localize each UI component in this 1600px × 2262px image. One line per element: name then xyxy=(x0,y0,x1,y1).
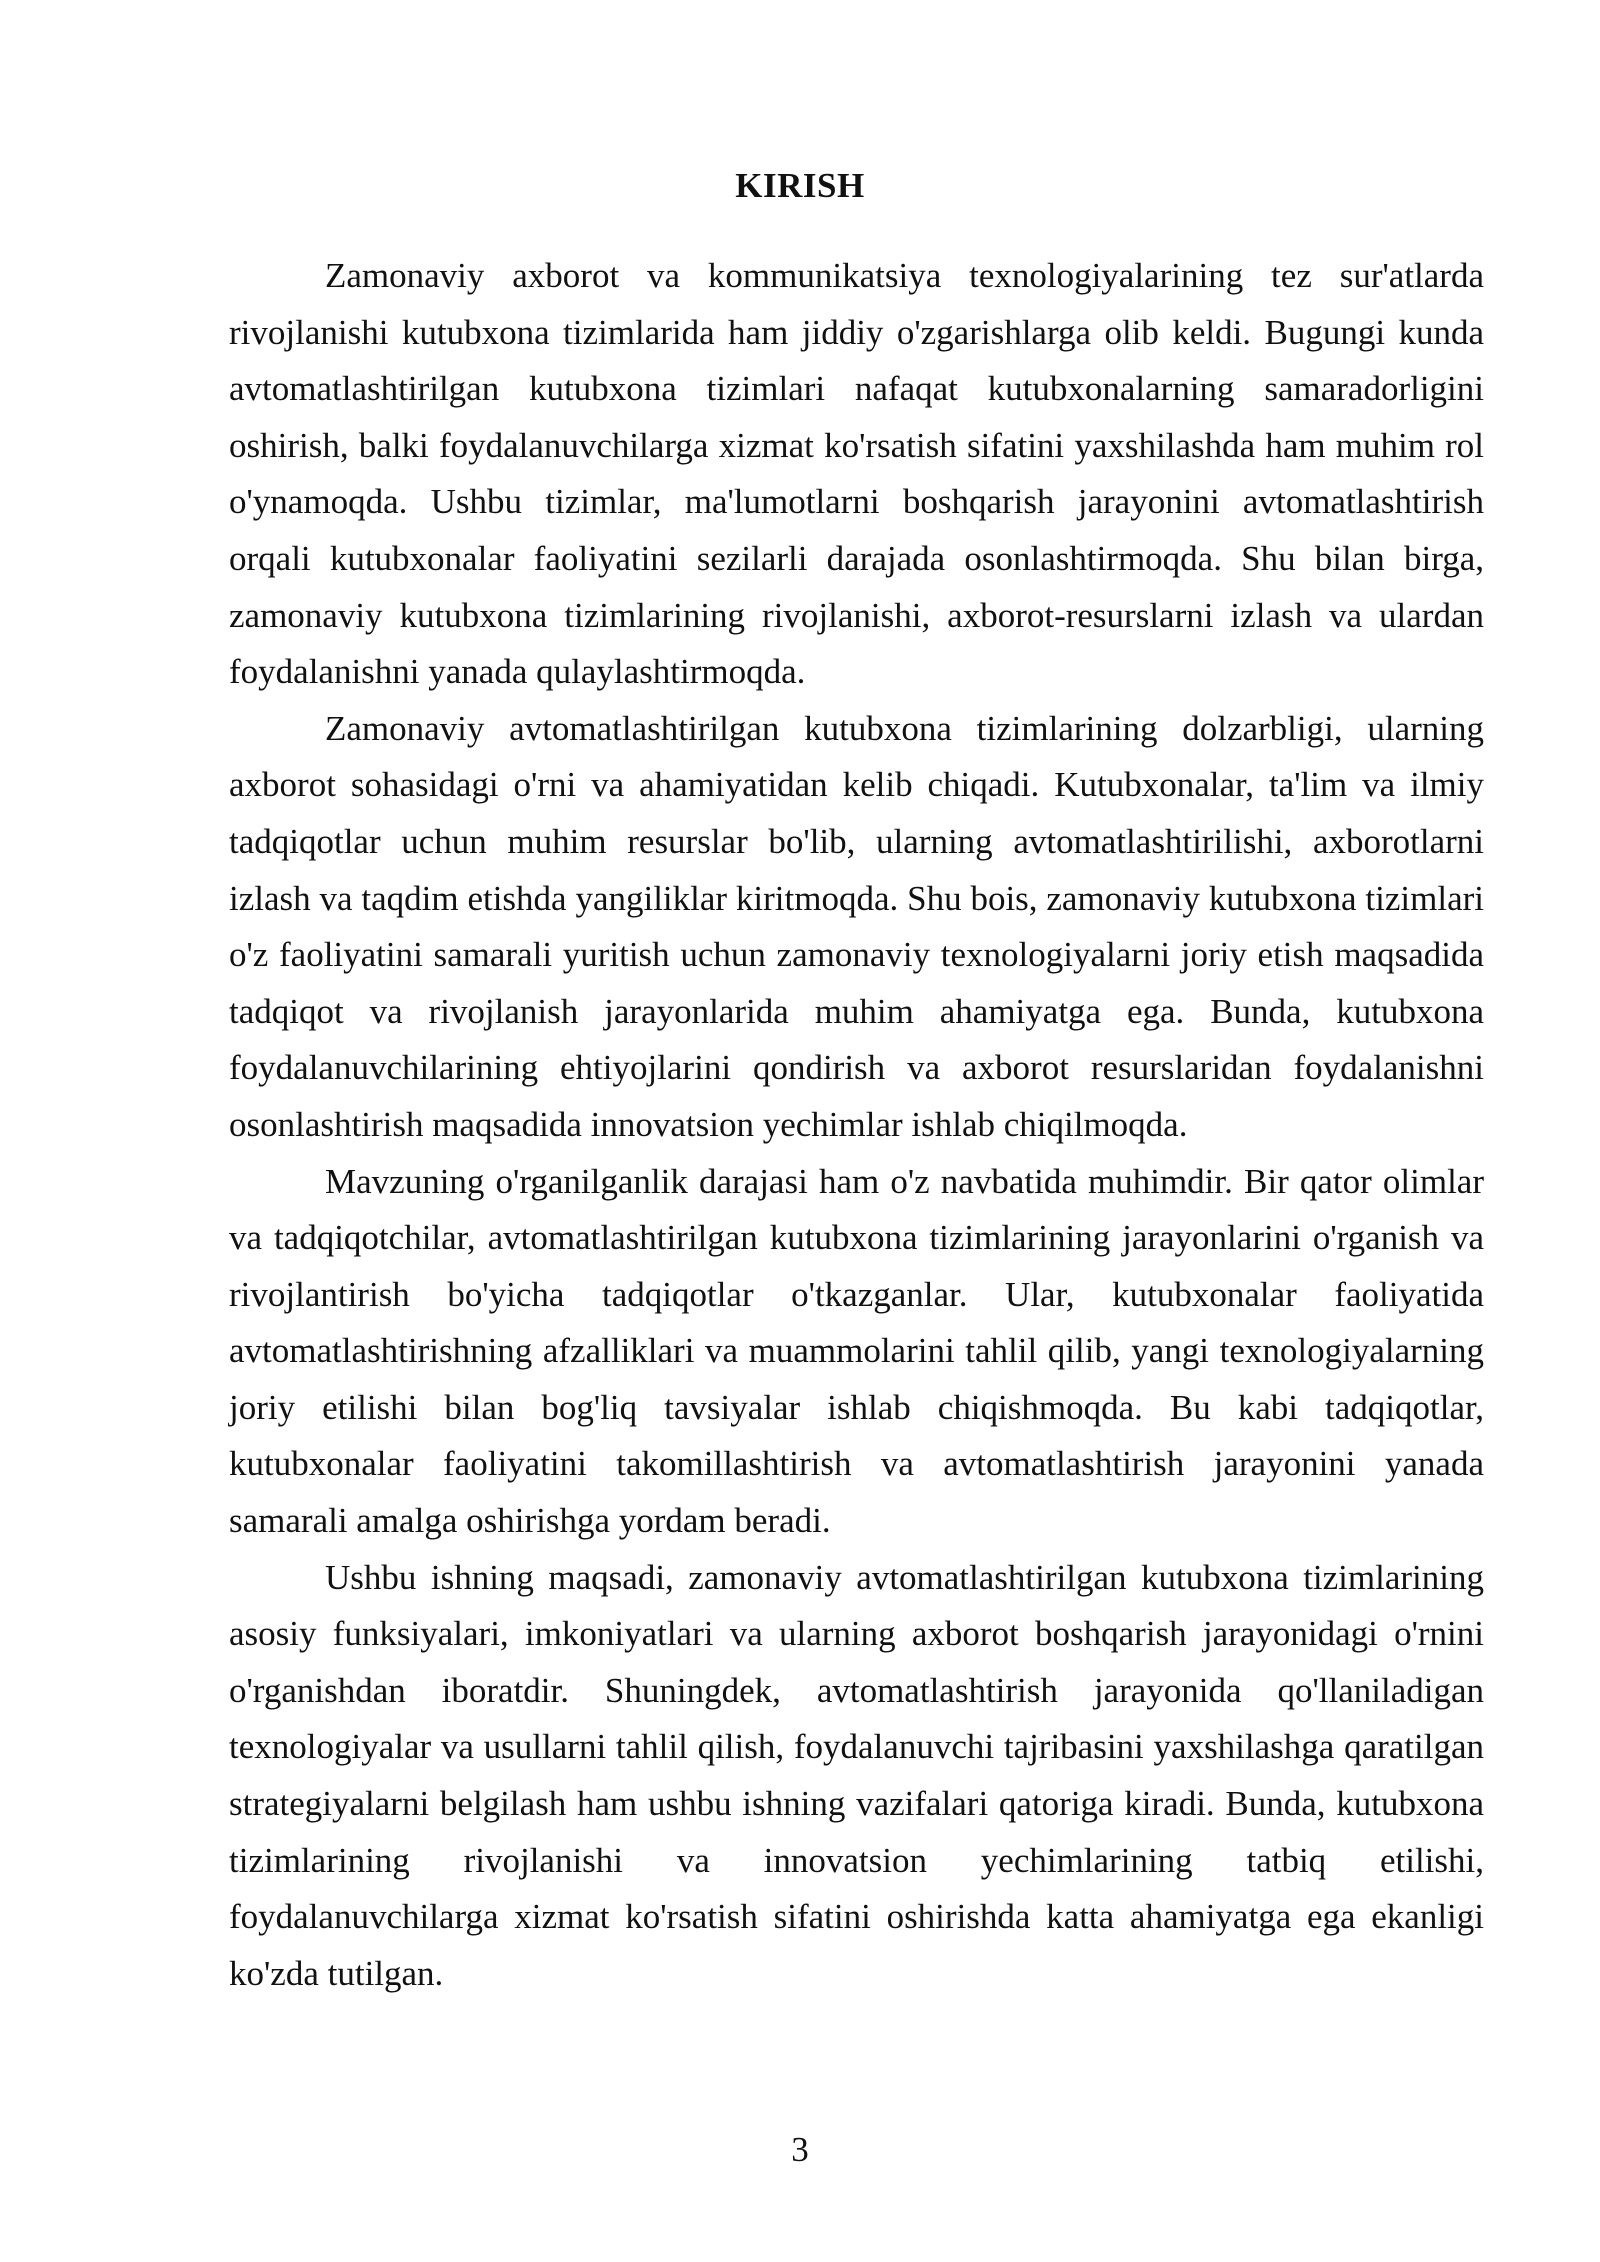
paragraph-objective: Ushbu ishning maqsadi, zamonaviy avtomatlashtirilgan kutubxona tizimlarining asosiy funksiyalari, imkoniyatlari va ularning axborot boshqarish jarayonidagi o'rnini o'rganishdan iboratdir. Shuningdek, avtomatlashtirish jarayonida qo'llaniladigan texnologiyalar va usullarni tahlil qilish, foydalanuvchi tajribasini yaxshilashga qaratilgan strategiyalarni belgilash ham ushbu ishning vazifalari qatoriga kiradi. Bunda, kutubxona tizimlarining rivojlanishi va innovatsion yechimlarining tatbiq etilishi, foydalanuvchilarga xizmat ko'rsatish sifatini oshirishda katta ahamiyatga ega ekanligi ko'zda tutilgan. xyxy=(229,1557,1484,1993)
page-number: 3 xyxy=(791,2130,809,2169)
paragraph-introduction: Zamonaviy axborot va kommunikatsiya texnologiyalarining tez sur'atlarda rivojlanishi kutubxona tizimlarida ham jiddiy o'zgarishlarga olib keldi. Bugungi kunda avtomatlashtirilgan kutubxona tizimlari nafaqat kutubxonalarning samaradorligini oshirish, balki foydalanuvchilarga xizmat ko'rsatish sifatini yaxshilashda ham muhim rol o'ynamoqda. Ushbu tizimlar, ma'lumotlarni boshqarish jarayonini avtomatlashtirish orqali kutubxonalar faoliyatini sezilarli darajada osonlashtirmoqda. Shu bilan birga, zamonaviy kutubxona tizimlarining rivojlanishi, axborot-resurslarni izlash va ulardan foydalanishni yanada qulaylashtirmoqda. xyxy=(229,256,1484,692)
body-text xyxy=(229,248,1484,2002)
paragraph-relevance: Zamonaviy avtomatlashtirilgan kutubxona tizimlarining dolzarbligi, ularning axborot sohasidagi o'rni va ahamiyatidan kelib chiqadi. Kutubxonalar, ta'lim va ilmiy tadqiqotlar uchun muhim resurslar bo'lib, ularning avtomatlashtirilishi, axborotlarni izlash va taqdim etishda yangiliklar kiritmoqda. Shu bois, zamonaviy kutubxona tizimlari o'z faoliyatini samarali yuritish uchun zamonaviy texnologiyalarni joriy etish maqsadida tadqiqot va rivojlanish jarayonlarida muhim ahamiyatga ega. Bunda, kutubxona foydalanuvchilarining ehtiyojlarini qondirish va axborot resurslaridan foydalanishni osonlashtirish maqsadida innovatsion yechimlar ishlab chiqilmoqda. xyxy=(229,708,1484,1144)
section-title: KIRISH xyxy=(735,166,865,205)
paragraph-study-degree: Mavzuning o'rganilganlik darajasi ham o'z navbatida muhimdir. Bir qator olimlar va tadqiqotchilar, avtomatlashtirilgan kutubxona tizimlarining jarayonlarini o'rganish va rivojlantirish bo'yicha tadqiqotlar o'tkazganlar. Ular, kutubxonalar faoliyatida avtomatlashtirishning afzalliklari va muammolarini tahlil qilib, yangi texnologiyalarning joriy etilishi bilan bog'liq tavsiyalar ishlab chiqishmoqda. Bu kabi tadqiqotlar, kutubxonalar faoliyatini takomillashtirish va avtomatlashtirish jarayonini yanada samarali amalga oshirishga yordam beradi. xyxy=(229,1161,1484,1541)
